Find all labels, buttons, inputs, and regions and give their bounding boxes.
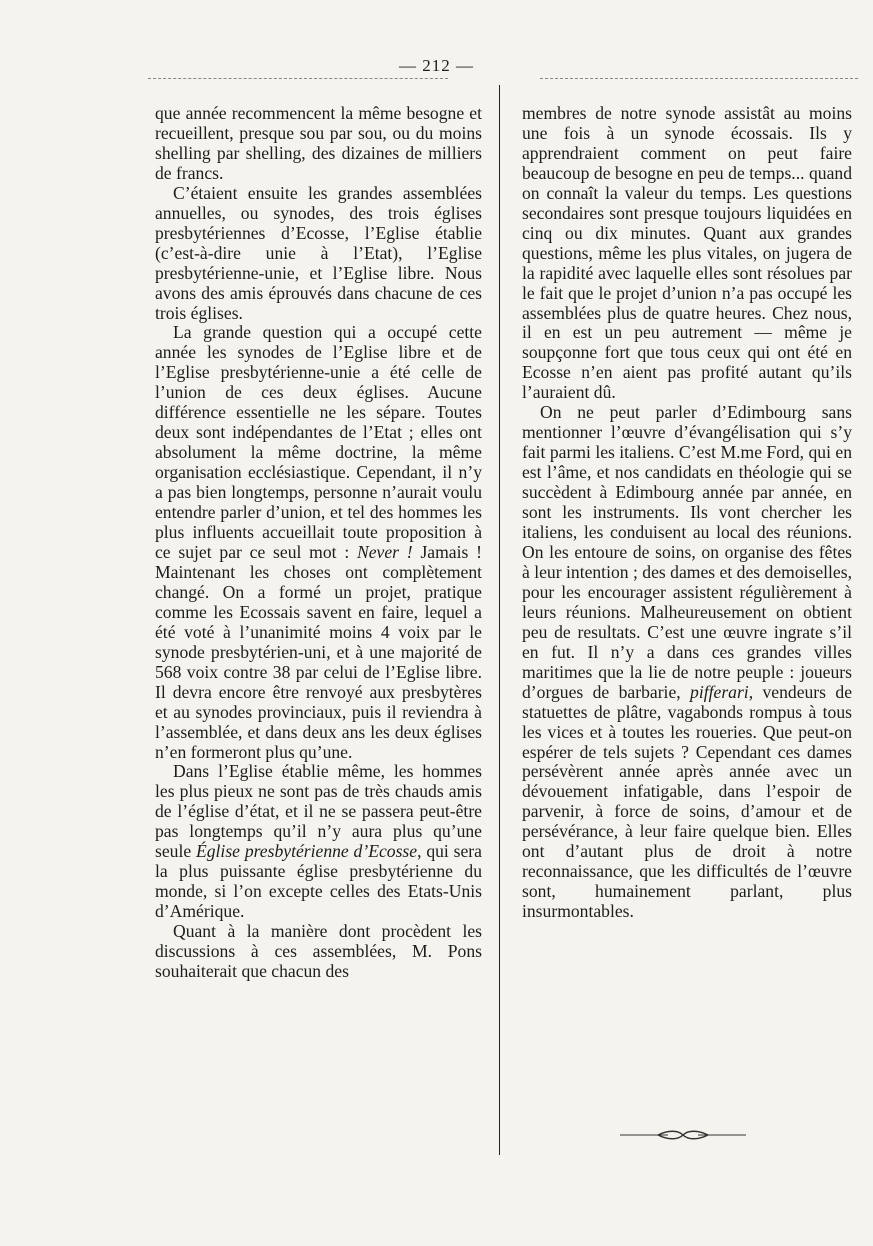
- left-column: [155, 104, 482, 982]
- header-rule-left: [148, 78, 448, 79]
- paragraph: [155, 323, 482, 762]
- paragraph: C’étaient ensuite les grandes assemblées annuelles, ou synodes, des trois églises presbytériennes d’Ecosse, l’Eglise établie (c’est-à-dire unie à l’Etat), l’Eglise presbytérienne-unie, et l’Eglise libre. Nous avons des amis éprouvés dans chacune de ces trois églises.: [155, 182, 482, 323]
- paragraph-text: , vendeurs de statuettes de plâtre, vagabonds rompus à tous les vices et à toutes les roueries. Que peut-on espérer de tels sujets ? Cependant ces dames persévèrent année après année avec un dévouement infatigable, dans l’espoir de parvenir, à force de soins, d’amour et de persévérance, à leur faire quelque bien. Elles ont d’autant plus de droit à notre reconnaissance, que les difficultés de l’œuvre sont, humainement parlant, plus insurmontables.: [522, 681, 852, 922]
- paragraph: membres de notre synode assistât au moins une fois à un synode écossais. Ils y apprendraient comment on peut faire beaucoup de besogne en peu de temps... quand on connaît la valeur du temps. Les questions secondaires sont presque toujours liquidées en cinq ou dix minutes. Quant aux grandes questions, même les plus vitales, on jugera de la rapidité avec laquelle elles sont résolues par le fait que le projet d’union n’a pas occupé les assemblées plus de quatre heures. Chez nous, il en est un peu autrement — même je soupçonne fort que tous ceux qui ont été en Ecosse n’en aient pas profité autant qu’ils l’auraient dû.: [522, 103, 852, 403]
- paragraph: [522, 403, 852, 922]
- emphasis-pifferari: pifferari: [690, 681, 749, 702]
- paragraph-text: , qui sera la plus puissante église presbytérienne du monde, si l’on excepte celles des Etats-Unis d’Amérique.: [155, 841, 482, 922]
- paragraph-text: La grande question qui a occupé cette année les synodes de l’Eglise libre et de l’Eglise presbytérienne-unie a été celle de l’union de ces deux églises. Aucune différence essentielle ne les sépare. Toutes deux sont indépendantes de l’Etat ; elles ont absolument la même doctrine, la même organisation ecclésiastique. Cependant, il n’y a pas bien longtemps, personne n’aurait voulu entendre parler d’union, et tel des hommes les plus influents accueillait toute proposition à ce sujet par ce seul mot :: [155, 322, 482, 562]
- header-rule-right: [540, 78, 858, 79]
- paragraph: Quant à la manière dont procèdent les discussions à ces assemblées, M. Pons souhaiterait que chacun des: [155, 921, 482, 981]
- page-number: — 212 —: [399, 56, 474, 75]
- ornament-divider: [618, 1128, 748, 1142]
- paragraph: [155, 762, 482, 922]
- paragraph: que année recommencent la même besogne et recueillent, presque sou par sou, ou du moins shelling par shelling, des dizaines de milliers de francs.: [155, 103, 482, 183]
- paragraph-text: Dans l’Eglise établie même, les hommes les plus pieux ne sont pas de très chauds amis de l’église d’état, et il ne se passera peut-être pas longtemps qu’il n’y aura plus qu’une seule: [155, 761, 482, 862]
- column-divider: [499, 85, 500, 1155]
- paragraph-text: On ne peut parler d’Edimbourg sans mentionner l’œuvre d’évangélisation qui s’y fait parmi les italiens. C’est M.me Ford, qui en est l’âme, et nos candidats en théologie qui se succèdent à Edimbourg année par année, en sont les instruments. Ils vont chercher les italiens, les conduisent au local des réunions. On les entoure de soins, on organise des fêtes à leur intention ; des dames et des demoiselles, pour les encourager assistent régulièrement à leurs réunions. Malheureusement on obtient peu de resultats. C’est une œuvre ingrate s’il en fut. Il n’y a dans ces grandes villes maritimes que la lie de notre peuple : joueurs d’orgues de barbarie,: [522, 402, 852, 702]
- right-column: [522, 104, 852, 922]
- emphasis-eglise: Église presbytérienne d’Ecosse: [196, 841, 418, 862]
- emphasis-never: Never !: [357, 541, 413, 562]
- paragraph-text: Jamais ! Maintenant les choses ont complètement changé. On a formé un projet, pratique comme les Ecossais savent en faire, lequel a été voté à l’unanimité moins 4 voix par le synode presbytérien-uni, et à une majorité de 568 voix contre 38 par celui de l’Eglise libre. Il devra encore être renvoyé aux presbytères et au synodes provinciaux, puis il reviendra à l’assemblée, et dans deux ans les deux églises n’en formeront plus qu’une.: [155, 541, 482, 762]
